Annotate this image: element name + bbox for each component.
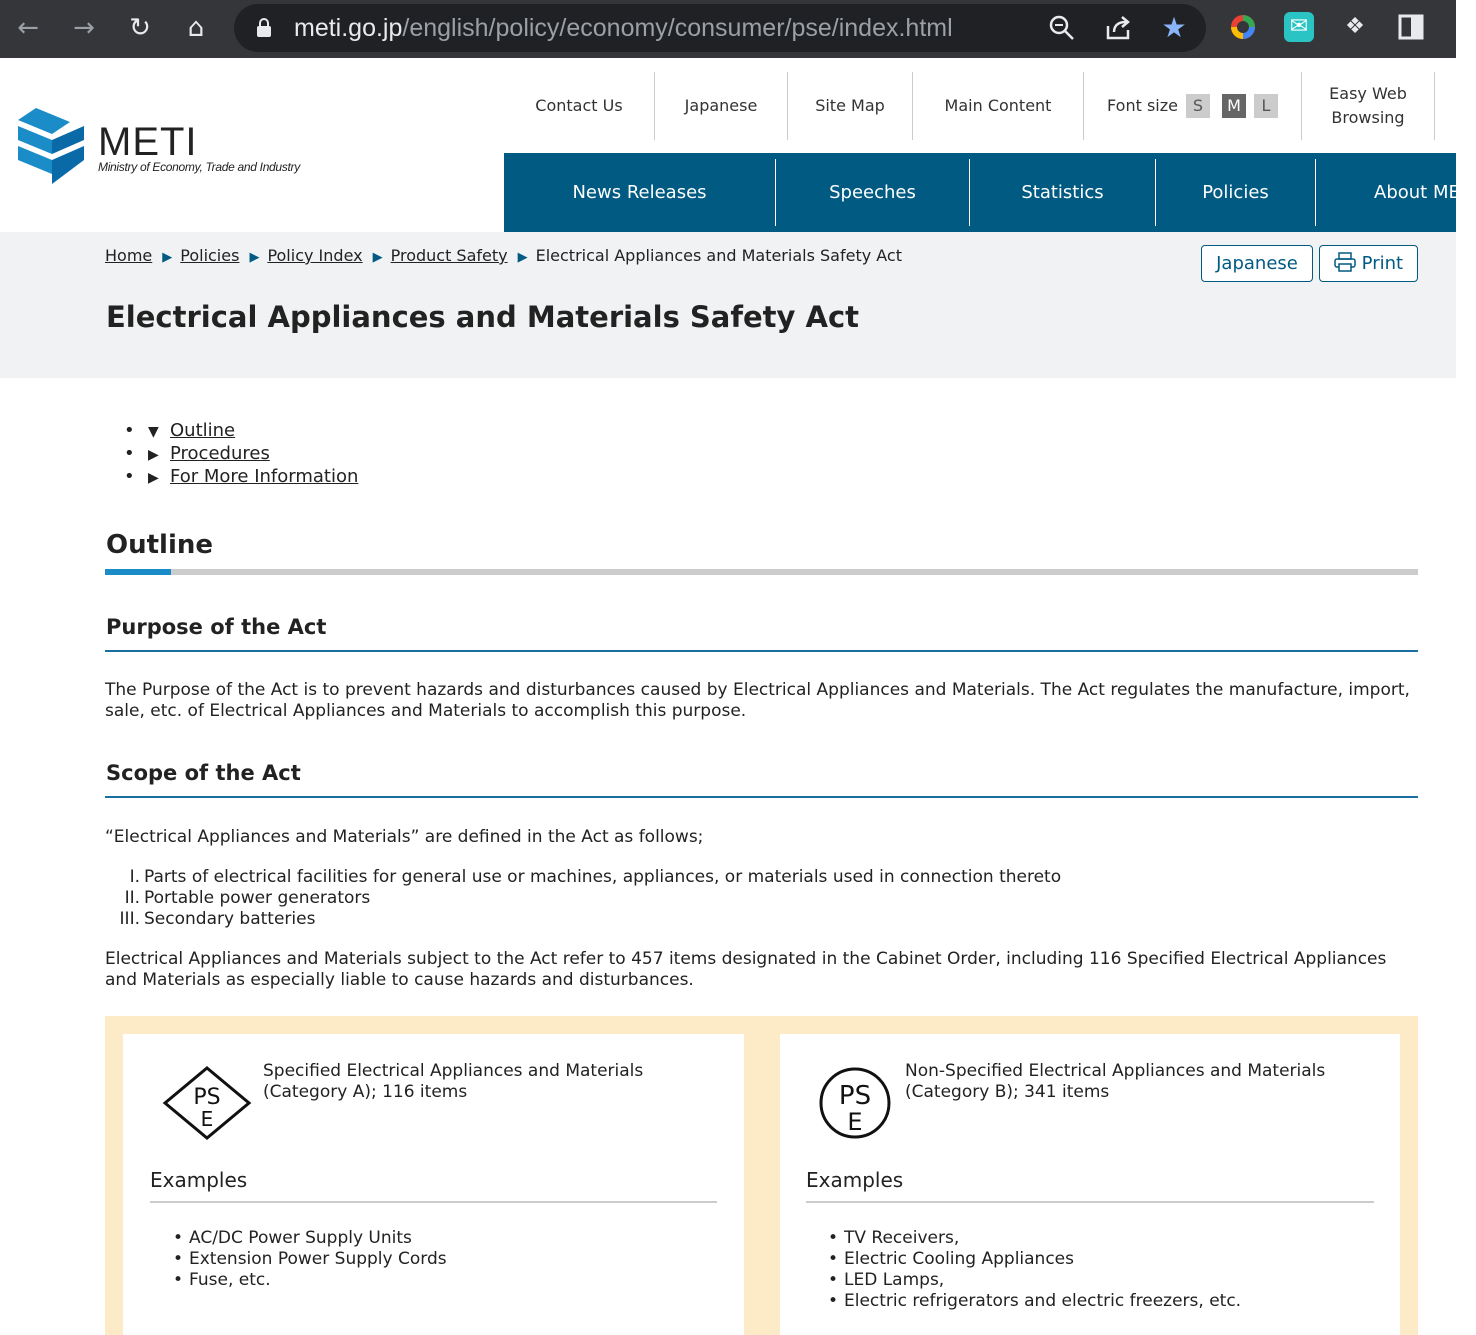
svg-text:E: E [847, 1108, 863, 1136]
list-item [112, 888, 1061, 909]
list-item: • AC/DC Power Supply Units [171, 1228, 447, 1249]
print-button[interactable] [1319, 245, 1418, 282]
toc-procedures-link[interactable] [148, 443, 270, 464]
site-map-link[interactable]: Site Map [788, 72, 913, 140]
breadcrumb-current: Electrical Appliances and Materials Safety Act [535, 246, 902, 265]
meti-logo-mark [14, 104, 86, 188]
bookmark-star-icon[interactable]: ★ [1161, 11, 1187, 44]
nav-policies[interactable]: Policies [1156, 159, 1316, 226]
scope-note: Electrical Appliances and Materials subject to the Act refer to 457 items designated in the Cabinet Order, including 116 Specified Electrical Appliances and Materials as especially liable to cause hazards and disturbances. [105, 949, 1387, 990]
breadcrumb-policies[interactable]: Policies [180, 246, 240, 265]
nav-about-meti[interactable]: About METI [1374, 182, 1476, 203]
browser-toolbar [0, 0, 1456, 58]
main-navigation [504, 153, 1476, 232]
breadcrumb-arrow-icon: ▶ [517, 250, 528, 265]
toc-procedures-label: Procedures [170, 443, 270, 464]
toc-outline-link[interactable] [148, 420, 235, 441]
scope-heading-rule [105, 796, 1418, 798]
font-size-label: Font size [1107, 96, 1178, 115]
share-icon[interactable] [1104, 14, 1132, 42]
purpose-heading: Purpose of the Act [106, 615, 327, 639]
svg-text:PS: PS [838, 1081, 872, 1111]
category-a-examples-heading: Examples [150, 1168, 248, 1192]
puzzle-icon[interactable]: ❖ [1345, 14, 1365, 39]
list-text: Portable power generators [144, 888, 371, 908]
triangle-down-icon: ▼ [148, 424, 159, 440]
breadcrumb-home[interactable]: Home [105, 246, 153, 265]
toc-item [120, 466, 358, 489]
meti-logo[interactable] [14, 104, 314, 188]
list-item: • Electric Cooling Appliances [826, 1249, 1241, 1270]
list-item [112, 867, 1061, 888]
pse-circle-mark-icon [818, 1066, 892, 1140]
easy-web-browsing-link[interactable] [1302, 72, 1435, 140]
outline-heading: Outline [106, 530, 214, 560]
print-label: Print [1361, 253, 1404, 274]
svg-text:PS: PS [193, 1085, 221, 1110]
easy-web-line2: Browsing [1331, 108, 1405, 127]
easy-web-line1: Easy Web [1329, 84, 1407, 103]
category-b-card [780, 1034, 1400, 1335]
url-host: meti.go.jp [294, 14, 403, 42]
breadcrumb-arrow-icon: ▶ [249, 250, 260, 265]
list-item: • TV Receivers, [826, 1228, 1241, 1249]
toc-item [120, 420, 358, 443]
list-number: II. [124, 888, 140, 908]
toc-more-info-label: For More Information [170, 466, 359, 487]
category-b-examples-heading: Examples [806, 1168, 904, 1192]
scope-heading: Scope of the Act [106, 761, 301, 785]
svg-text:E: E [200, 1107, 214, 1131]
list-item: • LED Lamps, [826, 1270, 1241, 1291]
nav-news-releases[interactable]: News Releases [504, 159, 776, 226]
list-text: Parts of electrical facilities for general use or machines, appliances, or materials used in connection thereto [144, 867, 1062, 887]
zoom-icon[interactable] [1048, 14, 1076, 42]
logo-subtitle: Ministry of Economy, Trade and Industry [98, 160, 300, 174]
address-bar[interactable] [234, 4, 1206, 52]
table-of-contents [120, 420, 358, 489]
breadcrumb-product-safety[interactable]: Product Safety [390, 246, 508, 265]
japanese-link[interactable]: Japanese [655, 72, 788, 140]
list-item: • Electric refrigerators and electric freezers, etc. [826, 1291, 1241, 1312]
font-size-l-button[interactable]: L [1254, 94, 1278, 118]
contact-us-link[interactable]: Contact Us [504, 72, 655, 140]
page-title: Electrical Appliances and Materials Safety Act [106, 300, 860, 334]
list-item: • Extension Power Supply Cords [171, 1249, 447, 1270]
font-size-control [1084, 72, 1302, 140]
scope-intro: “Electrical Appliances and Materials” are defined in the Act as follows; [105, 827, 704, 847]
sidepanel-icon[interactable] [1396, 12, 1426, 42]
reload-icon[interactable]: ↻ [129, 13, 151, 43]
forward-icon[interactable]: → [73, 13, 95, 43]
color-extension-icon[interactable] [1228, 12, 1258, 42]
breadcrumb [105, 246, 902, 265]
toc-item [120, 443, 358, 466]
nav-speeches[interactable]: Speeches [776, 159, 970, 226]
category-a-card [123, 1034, 744, 1335]
examples-rule [150, 1201, 717, 1203]
list-number: I. [129, 867, 140, 887]
toc-more-info-link[interactable] [148, 466, 358, 487]
url-text [294, 14, 953, 43]
category-b-line2: (Category B); 341 items [905, 1082, 1110, 1102]
toc-outline-label: Outline [170, 420, 236, 441]
category-a-examples-list [171, 1228, 447, 1291]
triangle-right-icon: ▶ [148, 470, 159, 486]
category-a-line2: (Category A); 116 items [263, 1082, 468, 1102]
font-size-s-button[interactable]: S [1186, 94, 1210, 118]
back-icon[interactable]: ← [17, 13, 39, 43]
printer-icon [1334, 252, 1356, 272]
logo-title: METI [98, 120, 198, 164]
list-text: Secondary batteries [144, 909, 316, 929]
pse-diamond-mark-icon [163, 1066, 251, 1140]
breadcrumb-arrow-icon: ▶ [372, 250, 383, 265]
list-number: III. [119, 909, 140, 929]
japanese-button[interactable]: Japanese [1201, 245, 1313, 282]
triangle-right-icon: ▶ [148, 447, 159, 463]
category-b-examples-list [826, 1228, 1241, 1312]
breadcrumb-policy-index[interactable]: Policy Index [267, 246, 363, 265]
category-a-line1: Specified Electrical Appliances and Materials [263, 1061, 644, 1081]
lock-icon [256, 18, 272, 38]
category-a-description [263, 1061, 643, 1103]
list-item: • Fuse, etc. [171, 1270, 447, 1291]
outline-heading-rule [105, 569, 1418, 575]
category-b-description [905, 1061, 1325, 1103]
purpose-heading-rule [105, 650, 1418, 652]
scope-list [112, 867, 1061, 930]
purpose-text: The Purpose of the Act is to prevent hazards and disturbances caused by Electrical Appliances and Materials. The Act regulates the manufacture, import, sale, etc. of Electrical Appliances and Materials to accomplish this purpose. [105, 680, 1410, 721]
nav-statistics[interactable]: Statistics [970, 159, 1156, 226]
url-path: /english/policy/economy/consumer/pse/index.html [402, 14, 953, 42]
breadcrumb-arrow-icon: ▶ [162, 250, 173, 265]
main-content-link[interactable]: Main Content [913, 72, 1084, 140]
list-item [112, 909, 1061, 930]
chat-extension-icon[interactable]: ✉ [1284, 12, 1314, 42]
examples-rule [806, 1201, 1374, 1203]
font-size-m-button[interactable]: M [1222, 94, 1246, 118]
category-b-line1: Non-Specified Electrical Appliances and Materials [905, 1061, 1326, 1081]
home-icon[interactable]: ⌂ [187, 13, 205, 43]
